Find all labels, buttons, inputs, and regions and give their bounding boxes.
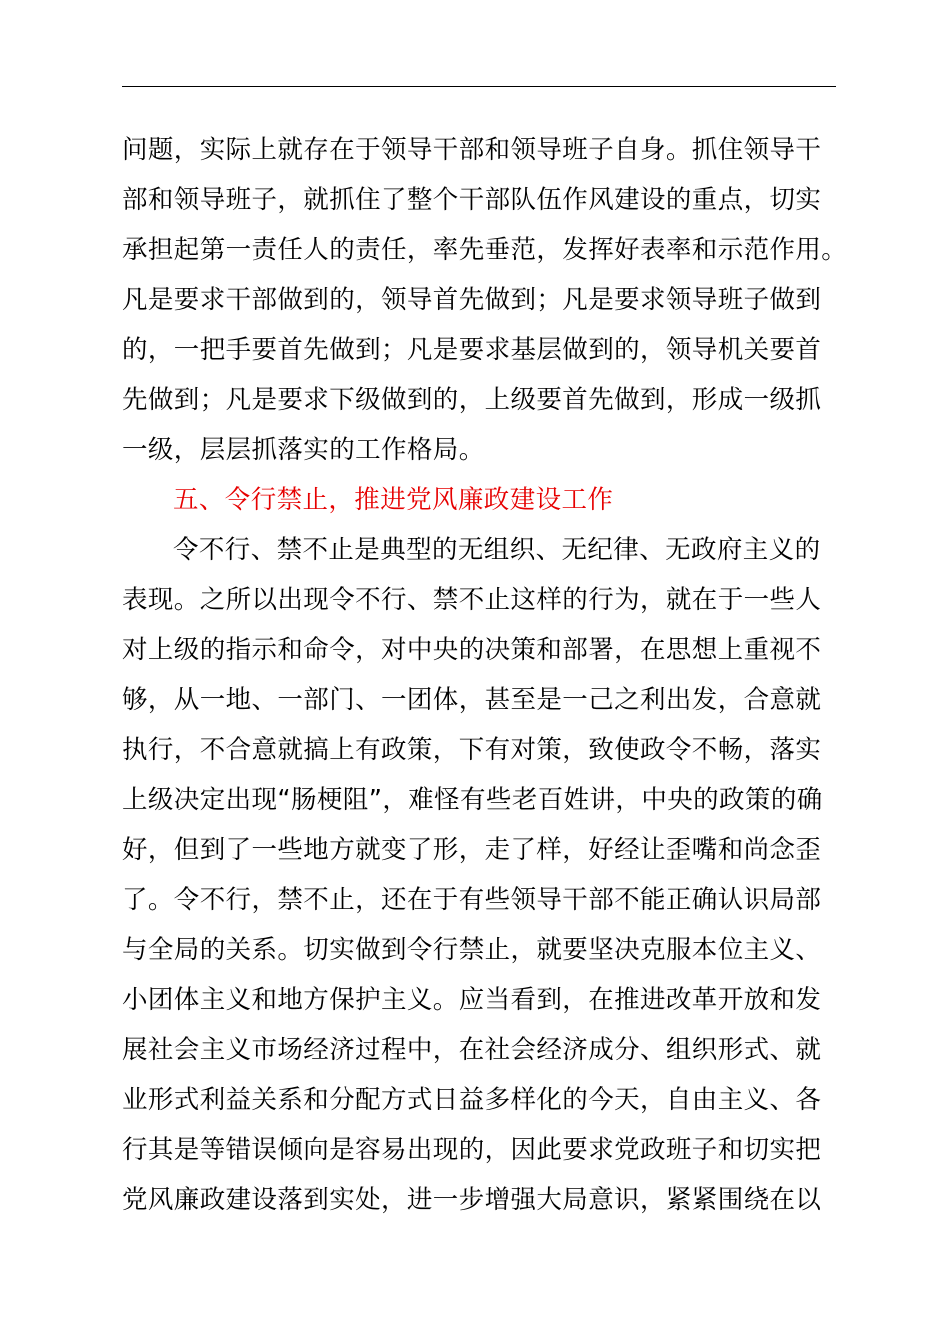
- header-rule: [122, 86, 836, 87]
- paragraph-line: 与全局的关系。切实做到令行禁止，就要坚决克服本位主义、: [122, 935, 822, 965]
- section-heading: 五、令行禁止，推进党风廉政建设工作: [173, 485, 614, 515]
- paragraph-line: 先做到；凡是要求下级做到的，上级要首先做到，形成一级抓: [122, 385, 822, 415]
- paragraph-line: 的，一把手要首先做到；凡是要求基层做到的，领导机关要首: [122, 335, 822, 365]
- paragraph-line: 表现。之所以出现令不行、禁不止这样的行为，就在于一些人: [122, 585, 822, 615]
- paragraph-line: 一级，层层抓落实的工作格局。: [122, 435, 485, 465]
- paragraph-line: 党风廉政建设落到实处，进一步增强大局意识，紧紧围绕在以: [122, 1185, 822, 1215]
- paragraph-line: 了。令不行，禁不止，还在于有些领导干部不能正确认识局部: [122, 885, 822, 915]
- paragraph-line: 问题，实际上就存在于领导干部和领导班子自身。抓住领导干: [122, 135, 822, 165]
- paragraph-line: 承担起第一责任人的责任，率先垂范，发挥好表率和示范作用。: [122, 235, 848, 265]
- paragraph-line: 业形式利益关系和分配方式日益多样化的今天，自由主义、各: [122, 1085, 822, 1115]
- paragraph-line: 好，但到了一些地方就变了形，走了样，好经让歪嘴和尚念歪: [122, 835, 822, 865]
- paragraph-line: 执行，不合意就搞上有政策，下有对策，致使政令不畅，落实: [122, 735, 822, 765]
- paragraph-line: 令不行、禁不止是典型的无组织、无纪律、无政府主义的: [173, 535, 821, 565]
- paragraph-line: 部和领导班子，就抓住了整个干部队伍作风建设的重点，切实: [122, 185, 822, 215]
- paragraph-line: 上级决定出现“肠梗阻”，难怪有些老百姓讲，中央的政策的确: [122, 785, 823, 815]
- paragraph-line: 小团体主义和地方保护主义。应当看到，在推进改革开放和发: [122, 985, 822, 1015]
- paragraph-line: 够，从一地、一部门、一团体，甚至是一己之利出发，合意就: [122, 685, 822, 715]
- paragraph-line: 展社会主义市场经济过程中，在社会经济成分、组织形式、就: [122, 1035, 822, 1065]
- paragraph-line: 对上级的指示和命令，对中央的决策和部署，在思想上重视不: [122, 635, 822, 665]
- paragraph-line: 凡是要求干部做到的，领导首先做到；凡是要求领导班子做到: [122, 285, 822, 315]
- paragraph-line: 行其是等错误倾向是容易出现的，因此要求党政班子和切实把: [122, 1135, 822, 1165]
